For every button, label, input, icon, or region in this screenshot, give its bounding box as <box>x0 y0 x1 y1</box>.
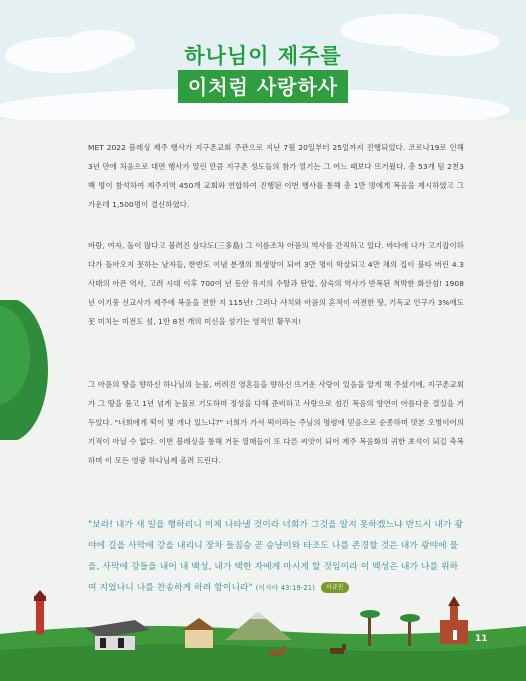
page-title-line1: 하나님이 제주를 <box>184 44 342 68</box>
paragraph-3: 그 아픔의 땅을 향하신 하나님의 눈물, 버려진 영혼들을 향하신 뜨거운 사랑이 있음을 알게 해 주셨기에, 지구촌교회가 그 땅을 품고 1년 넘게 눈물로 기도하며 정성을 다해 준비하고 사랑으로 섬긴 복음의 향연이 아름다운 결실을 거두었다. "너희에게 떡이 몇 개나 있느냐?" 너희가 가서 떡이라는 주님의 명령에 믿음으로 순종하며 맛본 오병이어의 기적이 아닐 수 없다. 이번 블레싱을 통해 거둔 열매들이 또 다른 씨앗이 되어 제주 복음화의 귀한 초석이 되길 축복하며 이 모든 영광 하나님께 올려 드린다. <box>88 380 464 465</box>
lighthouse-icon <box>34 590 46 634</box>
quote-text: "보라! 내가 새 일을 행하리니 이제 나타낼 것이라 너희가 그것을 알지 못하겠느냐 반드시 내가 광야에 길을 사막에 강을 내리니 장차 들짐승 곧 승냥이와 타조도 나를 존경할 것은 내가 광야에 물을, 사막에 강들을 내어 내 백성, 내가 택한 자에게 마시게 할 것임이라 이 백성은 내가 나를 위하여 지었나니 나를 찬송하게 하려 함이니라" <box>88 520 464 593</box>
page-title-line2: 이처럼 사랑하사 <box>178 70 348 103</box>
paragraph-2: 바람, 여자, 돌이 많다고 불려진 삼다도(三多島) 그 이름조차 아픔의 역사를 간직하고 있다. 바다에 나가 고기잡이하다가 돌아오지 못하는 남자들, 한반도 이념 분쟁의 희생양이 되어 3만 명이 학살되고 4만 채의 집이 불타 버린 4.3사태의 아픈 역사, 고려 시대 이후 700여 년 동안 유지의 수탈과 탄압, 삼숙의 역사가 반복된 척박한 화산섬! 1908년 이기풍 선교사가 제주에 복음을 전한 지 115년! 그러나 샤치와 아픔의 흔적이 여전한 땅, 기독교 인구가 3%에도 못 미치는 미전도 섬, 1만 8천 개의 미신을 섬기는 영적인 황무지! <box>88 241 464 326</box>
mountain-icon <box>225 612 292 640</box>
tree-illustration <box>0 300 60 440</box>
quote-reference: (이사야 43:19-21) <box>255 584 315 592</box>
church-icon <box>440 596 468 644</box>
page-title-line2-wrap <box>0 70 526 103</box>
jeju-landscape-illustration <box>0 590 526 681</box>
scripture-quote <box>88 515 464 599</box>
house-icon <box>182 618 216 648</box>
page-number: 11 <box>475 634 488 644</box>
author-badge: 서규진 <box>321 582 349 593</box>
paragraph-1: MET 2022 블레싱 제주 행사가 지구촌교회 주관으로 지난 7월 20일부터 25일까지 진행되었다. 코로나19로 인해 3년 만에 처음으로 대면 행사가 열린 만큼 지구촌 성도들의 참가 열기는 그 어느 때보다 뜨거웠다. 총 53개 팀 2천3백 명이 참석하여 제주지역 450개 교회와 연합하여 진행된 이번 행사를 통해 총 1만 명에게 복음을 제시하였고 그 가운데 1,500명이 결신하였다. <box>88 143 464 209</box>
